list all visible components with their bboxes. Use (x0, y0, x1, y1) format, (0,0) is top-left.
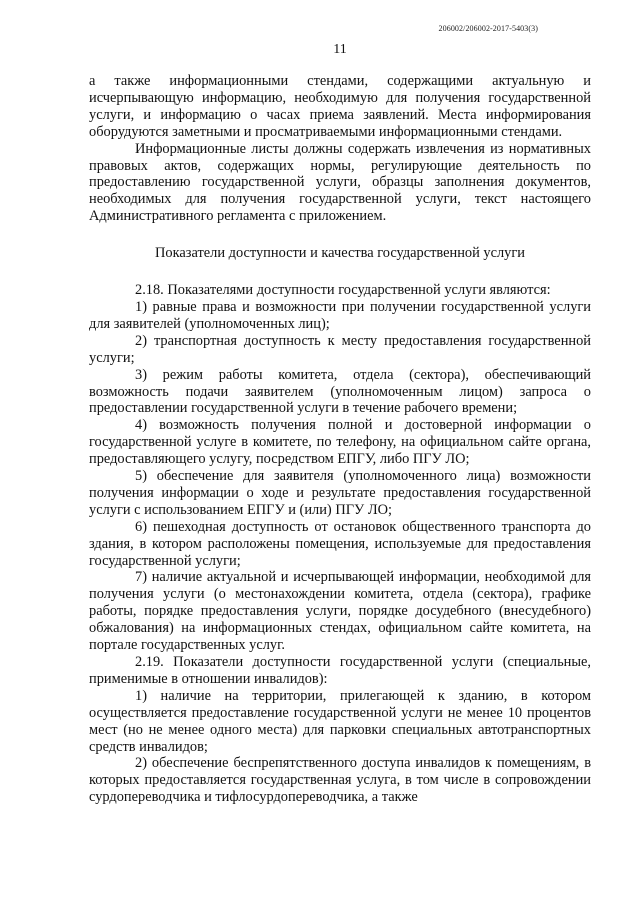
list-item-2-19-2: 2) обеспечение беспрепятственного доступа инвалидов к помещениям, в которых предоставляется государственная услуга, в том числе в сопровождении сурдопереводчика и тифлосурдопереводчика, а также (89, 755, 591, 806)
list-item-2-19-1: 1) наличие на территории, прилегающей к зданию, в котором осуществляется предоставление государственной услуги не менее 10 процентов мест (но не менее одного места) для парковки специальных автотранспортных средств инвалидов; (89, 687, 591, 755)
paragraph-2-19: 2.19. Показатели доступности государственной услуги (специальные, применимые в отношении инвалидов): (89, 654, 591, 687)
list-item-2-18-1: 1) равные права и возможности при получении государственной услуги для заявителей (уполномоченных лиц); (89, 298, 591, 332)
list-item-2-18-2: 2) транспортная доступность к месту предоставления государственной услуги; (89, 332, 591, 366)
list-item-2-18-7: 7) наличие актуальной и исчерпывающей информации, необходимой для получения услуги (о местонахождении комитета, отдела (сектора), графике работы, порядке предоставления услуги, порядке досудебного (внесудебного) обжалования) на информационных стендах, официальном сайте комитета, на портале государственных услуг. (89, 569, 591, 654)
list-item-2-18-6: 6) пешеходная доступность от остановок общественного транспорта до здания, в котором расположены помещения, используемые для предоставления государственной услуги; (89, 518, 591, 569)
list-item-2-18-5: 5) обеспечение для заявителя (уполномоченного лица) возможности получения информации о ходе и результате предоставления государственной услуги с использованием ЕПГУ и (или) ПГУ ЛО; (89, 468, 591, 518)
page-number: 11 (333, 42, 347, 57)
list-item-2-18-4: 4) возможность получения полной и достоверной информации о государственной услуге в комитете, по телефону, на официальном сайте органа, предоставляющего услугу, посредством ЕПГУ, либо ПГУ ЛО; (89, 417, 591, 468)
paragraph-information-sheets: Информационные листы должны содержать извлечения из нормативных правовых актов, содержащих нормы, регулирующие деятельность по предоставлению государственной услуги, образцы заполнения документов, необходимых для получения государственной услуги, текст настоящего Административного регламента с приложением. (89, 140, 591, 225)
paragraph-2-18: 2.18. Показателями доступности государственной услуги являются: (135, 282, 551, 299)
document-id: 206002/206002-2017-5403(3) (438, 24, 538, 33)
section-heading: Показатели доступности и качества государственной услуги (155, 245, 525, 262)
document-body (89, 73, 591, 806)
paragraph-stands-continuation: а также информационными стендами, содержащими актуальную и исчерпывающую информацию, необходимую для получения государственной услуги, и информацию о часах приема заявлений. Места информирования оборудуются заметными и просматриваемыми информационными стендами. (89, 73, 591, 140)
list-item-2-18-3: 3) режим работы комитета, отдела (сектора), обеспечивающий возможность подачи заявителем (уполномоченным лицом) запроса о предоставлении государственной услуги в течение рабочего времени; (89, 366, 591, 417)
